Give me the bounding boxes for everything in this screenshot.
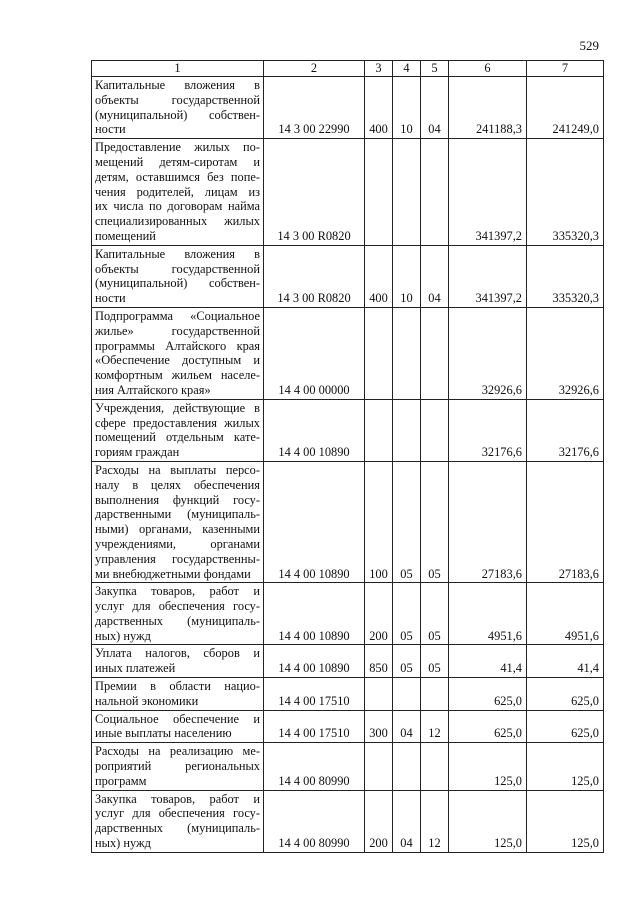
subsection-cell xyxy=(421,307,449,399)
target-article-cell: 14 4 00 80990 xyxy=(264,743,365,790)
item-name-line: помещений отдельным кате- xyxy=(95,430,260,445)
target-article-cell: 14 4 00 10890 xyxy=(264,645,365,678)
amount-year1-cell: 625,0 xyxy=(449,710,527,743)
target-article-cell: 14 4 00 10890 xyxy=(264,583,365,645)
column-header-1: 1 xyxy=(92,61,264,77)
item-name-line: услуг для обеспечения госу- xyxy=(95,806,260,821)
item-name-line: чения родителей, лицам из xyxy=(95,184,260,199)
expense-type-cell xyxy=(365,139,393,246)
table-row xyxy=(92,678,604,711)
item-name-line: услуг для обеспечения госу- xyxy=(95,599,260,614)
item-name-line: их числа по договорам найма xyxy=(95,199,260,214)
item-name-line: Расходы на выплаты персо- xyxy=(95,462,260,477)
page-number: 529 xyxy=(579,38,599,53)
item-name-line: мещений детям-сиротам и xyxy=(95,154,260,169)
item-name-line: ными) органами, казенными xyxy=(95,522,260,537)
item-name-line: дарственными (муниципаль- xyxy=(95,507,260,522)
amount-year1-cell: 4951,6 xyxy=(449,583,527,645)
table-row xyxy=(92,790,604,852)
item-name-line: ности xyxy=(95,122,126,137)
target-article-cell: 14 4 00 10890 xyxy=(264,461,365,582)
table-row xyxy=(92,645,604,678)
item-name-line: дарственных (муниципаль- xyxy=(95,613,260,628)
section-cell: 10 xyxy=(393,245,421,307)
expense-type-cell xyxy=(365,307,393,399)
item-name-line: (муниципальной) собствен- xyxy=(95,107,260,122)
section-cell: 05 xyxy=(393,645,421,678)
amount-year1-cell: 27183,6 xyxy=(449,461,527,582)
item-name-line: иных платежей xyxy=(95,661,176,676)
section-cell: 05 xyxy=(393,583,421,645)
item-name-cell xyxy=(92,307,264,399)
item-name-line: дарственных (муниципаль- xyxy=(95,821,260,836)
column-header-4: 4 xyxy=(393,61,421,77)
subsection-cell: 04 xyxy=(421,245,449,307)
item-name-line: роприятий региональных xyxy=(95,759,260,774)
item-name-line: Учреждения, действующие в xyxy=(95,400,260,415)
amount-year2-cell: 4951,6 xyxy=(527,583,604,645)
expense-type-cell: 400 xyxy=(365,77,393,139)
expense-type-cell: 300 xyxy=(365,710,393,743)
item-name-line: ми внебюджетными фондами xyxy=(95,566,251,581)
section-cell: 10 xyxy=(393,77,421,139)
item-name-line: программы Алтайского края xyxy=(95,338,260,353)
item-name-line: программ xyxy=(95,773,147,788)
item-name-line: объекты государственной xyxy=(95,92,260,107)
column-header-7: 7 xyxy=(527,61,604,77)
column-header-6: 6 xyxy=(449,61,527,77)
section-cell xyxy=(393,678,421,711)
item-name-line: гориям граждан xyxy=(95,445,180,460)
amount-year2-cell: 625,0 xyxy=(527,710,604,743)
target-article-cell: 14 3 00 22990 xyxy=(264,77,365,139)
item-name-line: Закупка товаров, работ и xyxy=(95,791,260,806)
amount-year1-cell: 625,0 xyxy=(449,678,527,711)
table-row xyxy=(92,245,604,307)
subsection-cell: 12 xyxy=(421,710,449,743)
amount-year2-cell: 27183,6 xyxy=(527,461,604,582)
item-name-line: сфере предоставления жилых xyxy=(95,415,260,430)
item-name-line: иные выплаты населению xyxy=(95,726,232,741)
amount-year1-cell: 341397,2 xyxy=(449,139,527,246)
item-name-cell xyxy=(92,743,264,790)
item-name-line: объекты государственной xyxy=(95,261,260,276)
item-name-line: специализированных жилых xyxy=(95,214,260,229)
subsection-cell: 05 xyxy=(421,461,449,582)
item-name-line: Предоставление жилых по- xyxy=(95,140,260,155)
expense-type-cell xyxy=(365,678,393,711)
amount-year1-cell: 41,4 xyxy=(449,645,527,678)
expense-type-cell: 200 xyxy=(365,790,393,852)
expense-type-cell xyxy=(365,399,393,461)
amount-year2-cell: 41,4 xyxy=(527,645,604,678)
item-name-line: детям, оставшимся без попе- xyxy=(95,169,260,184)
section-cell xyxy=(393,307,421,399)
subsection-cell: 12 xyxy=(421,790,449,852)
subsection-cell xyxy=(421,743,449,790)
amount-year1-cell: 241188,3 xyxy=(449,77,527,139)
item-name-line: ных) нужд xyxy=(95,836,151,851)
amount-year2-cell: 32176,6 xyxy=(527,399,604,461)
section-cell xyxy=(393,139,421,246)
item-name-cell xyxy=(92,245,264,307)
subsection-cell: 04 xyxy=(421,77,449,139)
item-name-line: комфортным жильем населе- xyxy=(95,368,260,383)
item-name-line: ных) нужд xyxy=(95,628,151,643)
subsection-cell: 05 xyxy=(421,645,449,678)
target-article-cell: 14 3 00 R0820 xyxy=(264,245,365,307)
expense-type-cell: 400 xyxy=(365,245,393,307)
item-name-cell xyxy=(92,139,264,246)
table-row xyxy=(92,583,604,645)
item-name-line: ния Алтайского края» xyxy=(95,382,211,397)
amount-year1-cell: 125,0 xyxy=(449,743,527,790)
table-row xyxy=(92,743,604,790)
target-article-cell: 14 4 00 17510 xyxy=(264,678,365,711)
item-name-cell xyxy=(92,710,264,743)
table-row xyxy=(92,399,604,461)
section-cell: 04 xyxy=(393,790,421,852)
amount-year2-cell: 241249,0 xyxy=(527,77,604,139)
item-name-cell xyxy=(92,399,264,461)
target-article-cell: 14 4 00 00000 xyxy=(264,307,365,399)
item-name-line: Премии в области нацио- xyxy=(95,679,260,694)
item-name-line: Закупка товаров, работ и xyxy=(95,584,260,599)
section-cell: 05 xyxy=(393,461,421,582)
subsection-cell: 05 xyxy=(421,583,449,645)
amount-year1-cell: 341397,2 xyxy=(449,245,527,307)
table-row xyxy=(92,77,604,139)
expense-type-cell xyxy=(365,743,393,790)
item-name-line: Уплата налогов, сборов и xyxy=(95,646,260,661)
item-name-line: (муниципальной) собствен- xyxy=(95,276,260,291)
item-name-cell xyxy=(92,790,264,852)
target-article-cell: 14 4 00 17510 xyxy=(264,710,365,743)
item-name-line: управления государственны- xyxy=(95,551,260,566)
item-name-cell xyxy=(92,77,264,139)
item-name-cell xyxy=(92,678,264,711)
item-name-line: нальной экономики xyxy=(95,693,199,708)
column-header-5: 5 xyxy=(421,61,449,77)
item-name-line: Подпрограмма «Социальное xyxy=(95,308,260,323)
item-name-line: Социальное обеспечение и xyxy=(95,711,260,726)
column-header-2: 2 xyxy=(264,61,365,77)
item-name-line: учреждениями, органами xyxy=(95,536,260,551)
item-name-cell xyxy=(92,645,264,678)
budget-table xyxy=(91,60,604,853)
table-header-row xyxy=(92,61,604,77)
expense-type-cell: 100 xyxy=(365,461,393,582)
section-cell xyxy=(393,399,421,461)
item-name-line: Капитальные вложения в xyxy=(95,246,260,261)
amount-year2-cell: 335320,3 xyxy=(527,139,604,246)
table-row xyxy=(92,461,604,582)
item-name-line: ности xyxy=(95,291,126,306)
table-row xyxy=(92,710,604,743)
expense-type-cell: 200 xyxy=(365,583,393,645)
target-article-cell: 14 3 00 R0820 xyxy=(264,139,365,246)
amount-year2-cell: 335320,3 xyxy=(527,245,604,307)
subsection-cell xyxy=(421,139,449,246)
subsection-cell xyxy=(421,399,449,461)
subsection-cell xyxy=(421,678,449,711)
target-article-cell: 14 4 00 80990 xyxy=(264,790,365,852)
item-name-line: Капитальные вложения в xyxy=(95,78,260,92)
amount-year2-cell: 125,0 xyxy=(527,790,604,852)
item-name-cell xyxy=(92,583,264,645)
expense-type-cell: 850 xyxy=(365,645,393,678)
column-header-3: 3 xyxy=(365,61,393,77)
item-name-line: налу в целях обеспечения xyxy=(95,477,260,492)
amount-year1-cell: 125,0 xyxy=(449,790,527,852)
item-name-line: жилье» государственной xyxy=(95,323,260,338)
item-name-line: помещений xyxy=(95,228,156,243)
item-name-line: «Обеспечение доступным и xyxy=(95,353,260,368)
target-article-cell: 14 4 00 10890 xyxy=(264,399,365,461)
amount-year1-cell: 32176,6 xyxy=(449,399,527,461)
amount-year1-cell: 32926,6 xyxy=(449,307,527,399)
item-name-line: выполнения функций госу- xyxy=(95,492,260,507)
section-cell: 04 xyxy=(393,710,421,743)
amount-year2-cell: 625,0 xyxy=(527,678,604,711)
section-cell xyxy=(393,743,421,790)
item-name-cell xyxy=(92,461,264,582)
table-row xyxy=(92,139,604,246)
amount-year2-cell: 32926,6 xyxy=(527,307,604,399)
amount-year2-cell: 125,0 xyxy=(527,743,604,790)
item-name-line: Расходы на реализацию ме- xyxy=(95,744,260,759)
table-row xyxy=(92,307,604,399)
